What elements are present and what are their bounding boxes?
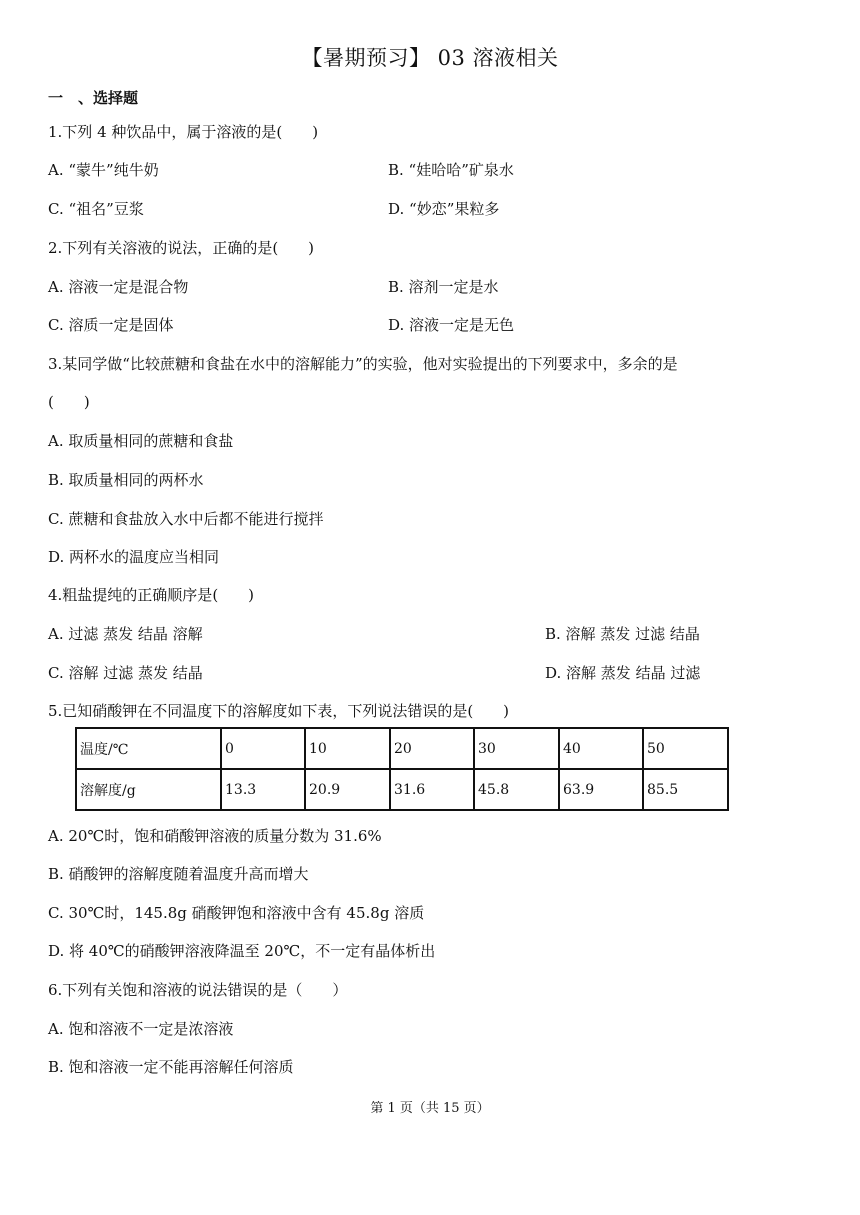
table-cell: 45.8	[474, 769, 559, 810]
question-4-stem: 4.粗盐提纯的正确顺序是( )	[48, 586, 255, 604]
table-cell: 40	[559, 728, 643, 769]
question-3-stem-continued: ( )	[48, 393, 90, 411]
question-3-option-d: D. 两杯水的温度应当相同	[48, 548, 220, 566]
table-row	[76, 769, 728, 810]
question-1-option-a: A. “蒙牛”纯牛奶	[48, 161, 159, 179]
question-4-option-a: A. 过滤 蒸发 结晶 溶解	[48, 625, 203, 643]
section-heading: 一 、选择题	[48, 89, 139, 107]
table-cell: 13.3	[221, 769, 305, 810]
table-cell: 50	[643, 728, 728, 769]
question-5-option-d: D. 将 40℃的硝酸钾溶液降温至 20℃，不一定有晶体析出	[48, 942, 436, 960]
question-2-option-b: B. 溶剂一定是水	[388, 278, 499, 296]
question-2-option-c: C. 溶质一定是固体	[48, 316, 174, 334]
solubility-table	[75, 727, 729, 811]
question-2-stem: 2.下列有关溶液的说法，正确的是( )	[48, 239, 315, 257]
question-4-option-d: D. 溶解 蒸发 结晶 过滤	[545, 664, 701, 682]
table-row	[76, 728, 728, 769]
question-2-option-d: D. 溶液一定是无色	[388, 316, 515, 334]
question-3-option-c: C. 蔗糖和食盐放入水中后都不能进行搅拌	[48, 510, 324, 528]
question-4-option-b: B. 溶解 蒸发 过滤 结晶	[545, 625, 700, 643]
question-1-option-b: B. “娃哈哈”矿泉水	[388, 161, 514, 179]
question-5-option-c: C. 30℃时，145.8g 硝酸钾饱和溶液中含有 45.8g 溶质	[48, 904, 425, 922]
table-cell: 0	[221, 728, 305, 769]
table-cell: 10	[305, 728, 390, 769]
table-header-cell: 温度/℃	[76, 728, 221, 769]
question-6-option-b: B. 饱和溶液一定不能再溶解任何溶质	[48, 1058, 294, 1076]
table-cell: 85.5	[643, 769, 728, 810]
question-6-option-a: A. 饱和溶液不一定是浓溶液	[48, 1020, 234, 1038]
page-footer: 第 1 页（共 15 页）	[370, 1101, 490, 1116]
question-6-stem: 6.下列有关饱和溶液的说法错误的是（ ）	[48, 981, 348, 999]
question-4-option-c: C. 溶解 过滤 蒸发 结晶	[48, 664, 203, 682]
table-cell: 20	[390, 728, 474, 769]
question-5-stem: 5.已知硝酸钾在不同温度下的溶解度如下表，下列说法错误的是( )	[48, 702, 510, 720]
question-1-stem: 1.下列 4 种饮品中，属于溶液的是( )	[48, 123, 319, 141]
table-header-cell: 溶解度/g	[76, 769, 221, 810]
question-5-option-a: A. 20℃时，饱和硝酸钾溶液的质量分数为 31.6%	[48, 827, 382, 845]
table-cell: 30	[474, 728, 559, 769]
document-title: 【暑期预习】 03 溶液相关	[301, 46, 559, 70]
question-2-option-a: A. 溶液一定是混合物	[48, 278, 189, 296]
question-1-option-d: D. “妙恋”果粒多	[388, 200, 500, 218]
question-3-option-a: A. 取质量相同的蔗糖和食盐	[48, 432, 234, 450]
question-1-option-c: C. “祖名”豆浆	[48, 200, 144, 218]
question-3-stem: 3.某同学做“比较蔗糖和食盐在水中的溶解能力”的实验，他对实验提出的下列要求中，多余的是	[48, 355, 678, 373]
table-cell: 63.9	[559, 769, 643, 810]
table-cell: 20.9	[305, 769, 390, 810]
question-3-option-b: B. 取质量相同的两杯水	[48, 471, 204, 489]
question-5-option-b: B. 硝酸钾的溶解度随着温度升高而增大	[48, 865, 309, 883]
table-cell: 31.6	[390, 769, 474, 810]
